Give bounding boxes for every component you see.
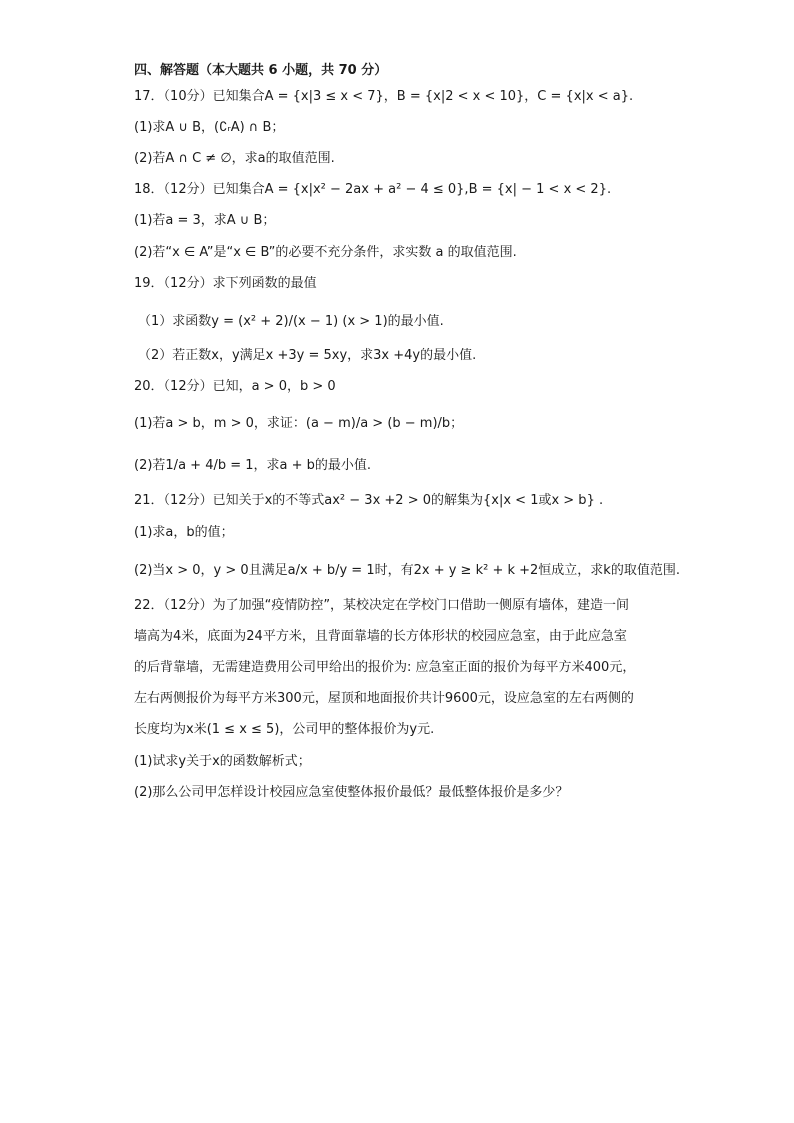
q20-part-1: (1)若a > b，m > 0，求证：(a − m)/a > (b − m)/b； xyxy=(134,416,464,431)
q22-line-5: 长度均为x米(1 ≤ x ≤ 5)，公司甲的整体报价为y元. xyxy=(134,722,435,737)
q22-line-1: 22．（12分）为了加强“疫情防控”，某校决定在学校门口借助一侧原有墙体，建造一间 xyxy=(134,598,630,613)
q18-stem: 18．（12分）已知集合A = {x|x² − 2ax + a² − 4 ≤ 0},B = {x| − 1 < x < 2}. xyxy=(134,182,612,197)
q17-stem: 17．（10分）已知集合A = {x|3 ≤ x < 7}，B = {x|2 < x < 10}，C = {x|x < a}. xyxy=(134,89,634,104)
q20-part-2: (2)若1/a + 4/b = 1，求a + b的最小值. xyxy=(134,458,372,473)
q19-stem: 19．（12分）求下列函数的最值 xyxy=(134,276,317,291)
q17-part-1: (1)求A ∪ B，(∁ᵣA) ∩ B； xyxy=(134,120,285,135)
q18-part-1: (1)若a = 3，求A ∪ B； xyxy=(134,213,276,228)
q22-line-4: 左右两侧报价为每平方米300元，屋顶和地面报价共计9600元，设应急室的左右两侧的 xyxy=(134,691,634,706)
q18-part-2: (2)若“x ∈ A”是“x ∈ B”的必要不充分条件，求实数 a 的取值范围. xyxy=(134,245,517,260)
q21-stem: 21．（12分）已知关于x的不等式ax² − 3x +2 > 0的解集为{x|x < 1或x > b} . xyxy=(134,493,604,508)
q22-part-1: (1)试求y关于x的函数解析式； xyxy=(134,754,311,769)
q22-line-2: 墙高为4米，底面为24平方米，且背面靠墙的长方体形状的校园应急室，由于此应急室 xyxy=(134,629,627,644)
q22-line-3: 的后背靠墙，无需建造费用公司甲给出的报价为: 应急室正面的报价为每平方米400元， xyxy=(134,660,636,675)
q21-part-2: (2)当x > 0，y > 0且满足a/x + b/y = 1时，有2x + y ≥ k² + k +2恒成立，求k的取值范围. xyxy=(134,563,680,578)
section-heading: 四、解答题（本大题共 6 小题，共 70 分） xyxy=(134,63,388,78)
q22-part-2: (2)那么公司甲怎样设计校园应急室使整体报价最低？最低整体报价是多少？ xyxy=(134,785,569,800)
q20-stem: 20．（12分）已知，a > 0，b > 0 xyxy=(134,379,336,394)
q19-part-2: （2）若正数x，y满足x +3y = 5xy，求3x +4y的最小值. xyxy=(138,348,477,363)
q17-part-2: (2)若A ∩ C ≠ ∅，求a的取值范围. xyxy=(134,151,335,166)
q19-part-1: （1）求函数y = (x² + 2)/(x − 1) (x > 1)的最小值. xyxy=(138,314,444,329)
q21-part-1: (1)求a，b的值； xyxy=(134,525,234,540)
